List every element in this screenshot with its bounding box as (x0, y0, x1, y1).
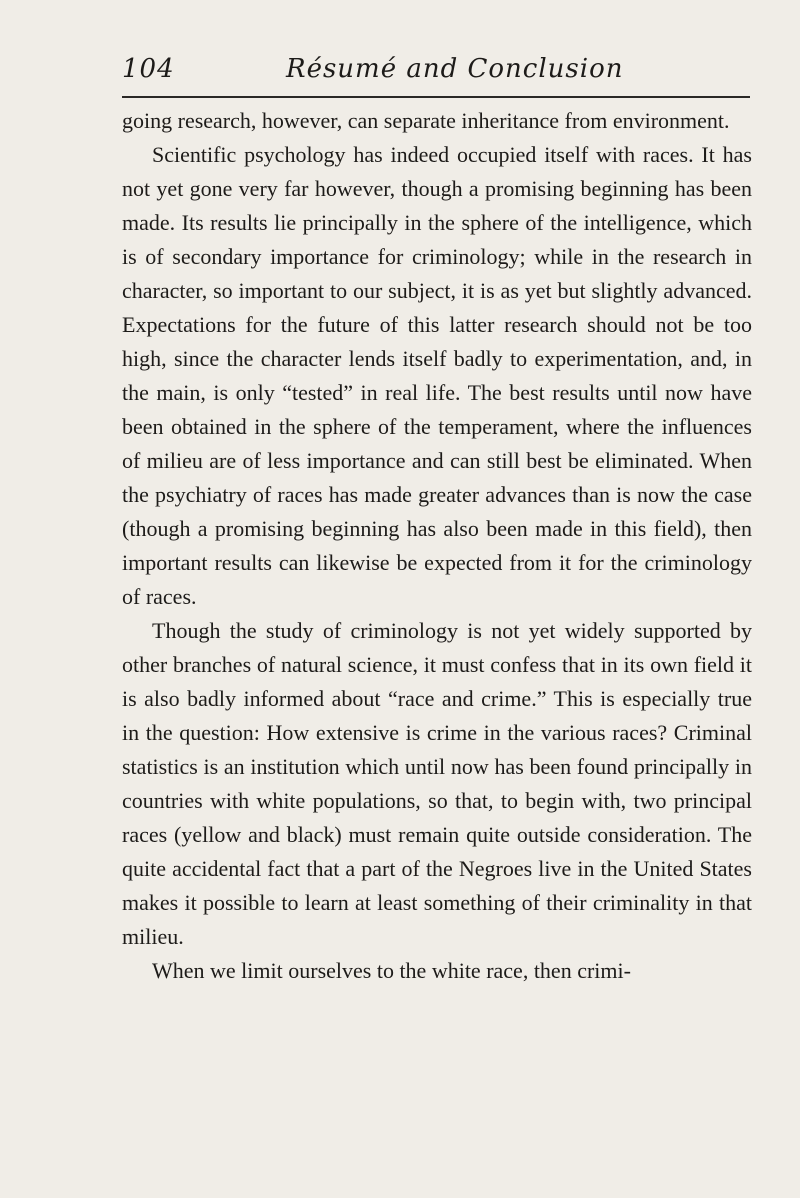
paragraph-continuation: going research, however, can separate inheritance from environment. (122, 108, 730, 133)
running-head (122, 54, 748, 94)
header-rule (122, 96, 750, 98)
paragraph-psychology: Scientific psychology has indeed occupied itself with races. It has not yet gone very far however, though a promising beginning has been made. Its results lie principally in the sphere of the intelligence, which is of secondary importance for criminology; while in the research in character, so important to our subject, it is as yet but slightly advanced. Expectations for the future of this latter research should not be too high, since the character lends itself badly to experimentation, and, in the main, is only “tested” in real life. The best results until now have been obtained in the sphere of the temperament, where the influences of milieu are of less importance and can still best be eliminated. When the psychiatry of races has made greater advances than is now the case (though a promising beginning has also been made in this field), then important results can likewise be expected from it for the criminology of races. (122, 142, 752, 609)
paragraph-criminology: Though the study of criminology is not yet widely supported by other branches of natural science, it must confess that in its own field it is also badly informed about “race and crime.” This is especially true in the question: How extensive is crime in the various races? Criminal statistics is an institution which until now has been found principally in countries with white populations, so that, to begin with, two principal races (yellow and black) must remain quite outside consideration. The quite accidental fact that a part of the Negroes live in the United States makes it possible to learn at least something of their criminality in that milieu. (122, 618, 752, 949)
running-title: Résumé and Conclusion (286, 54, 624, 84)
body-text (122, 104, 752, 988)
page-number: 104 (122, 54, 175, 84)
paragraph-white-race: When we limit ourselves to the white race, then crimi- (152, 958, 631, 983)
